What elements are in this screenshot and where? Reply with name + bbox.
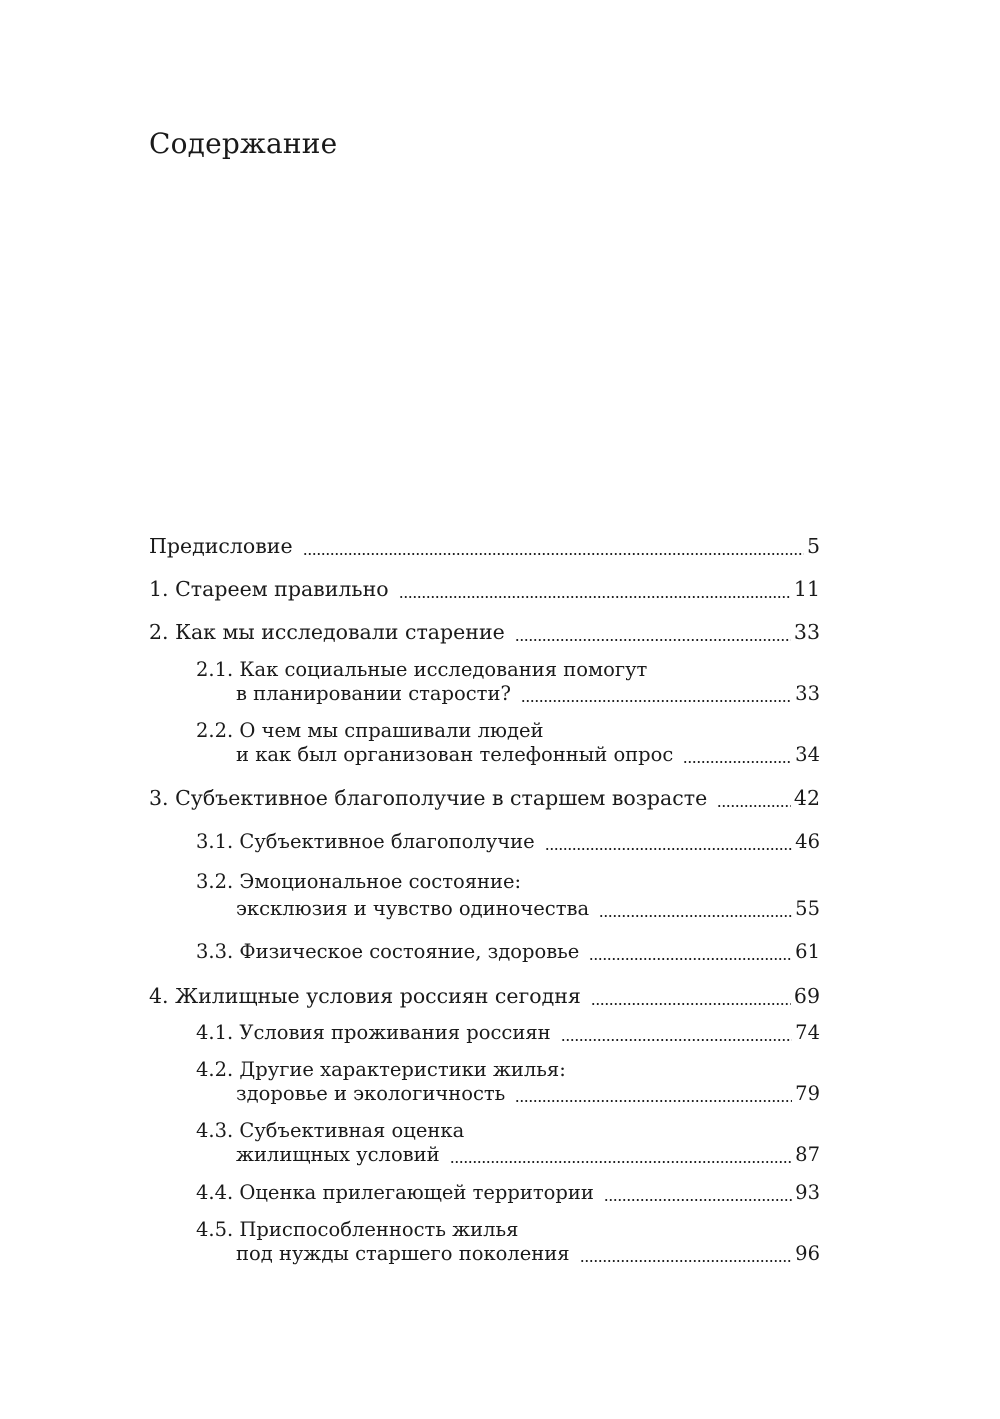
toc-page-number: 34 [795,743,820,766]
toc-page-number: 96 [795,1242,820,1265]
toc-entry-title-continuation: здоровье и экологичность [236,1082,506,1105]
toc-page-number: 87 [795,1143,820,1166]
toc-entry-title: 3.1. Субъективное благополучие [196,830,535,853]
toc-entry-title-continuation: под нужды старшего поколения [236,1242,570,1265]
dot-leader [591,1001,791,1007]
toc-page-number: 93 [795,1181,820,1204]
dot-leader [683,759,792,765]
dot-leader [515,637,791,643]
toc-entry-title: 3.3. Физическое состояние, здоровье [196,940,580,963]
dot-leader [589,956,792,962]
dot-leader [599,913,792,919]
dot-leader [717,803,791,809]
page-title: Содержание [149,127,338,160]
toc-page-number: 5 [806,534,820,558]
dot-leader [580,1258,793,1264]
toc-entry-title: 3. Субъективное благополучие в старшем возрасте [149,786,708,810]
toc-page-number: 46 [795,830,820,853]
toc-entry-title-continuation: жилищных условий [236,1143,440,1166]
dot-leader [561,1037,793,1043]
toc-entry-title: 4.5. Приспособленность жилья [196,1218,519,1241]
toc-page-number: 33 [795,682,820,705]
toc-page-number: 11 [793,577,820,601]
toc-entry-title: 1. Стареем правильно [149,577,389,601]
dot-leader [521,698,792,704]
dot-leader [604,1197,792,1203]
dot-leader [515,1098,792,1104]
toc-entry-title: 4.3. Субъективная оценка [196,1119,465,1142]
toc-page-number: 55 [795,897,820,920]
toc-entry-title-continuation: эксклюзия и чувство одиночества [236,897,590,920]
dot-leader [545,846,793,852]
toc-page-number: 69 [793,984,820,1008]
toc-entry-title: 4.4. Оценка прилегающей территории [196,1181,594,1204]
toc-entry-title-continuation: и как был организован телефонный опрос [236,743,674,766]
toc-entry-title: 2. Как мы исследовали старение [149,620,505,644]
toc-entry-title: 2.1. Как социальные исследования помогут [196,658,648,681]
toc-entry-title: Предисловие [149,534,293,558]
toc-page-number: 79 [795,1082,820,1105]
toc-page-number: 33 [793,620,820,644]
toc-page-number: 42 [793,786,820,810]
toc-entry-title: 3.2. Эмоциональное состояние: [196,870,522,893]
toc-entry-title: 4. Жилищные условия россиян сегодня [149,984,581,1008]
toc-page-number: 61 [795,940,820,963]
toc-entry-title: 4.2. Другие характеристики жилья: [196,1058,566,1081]
toc-entry-title: 2.2. О чем мы спрашивали людей [196,719,544,742]
dot-leader [399,594,791,600]
dot-leader [303,551,804,557]
dot-leader [450,1159,793,1165]
toc-entry-title-continuation: в планировании старости? [236,682,511,705]
toc-entry-title: 4.1. Условия проживания россиян [196,1021,551,1044]
toc-page-number: 74 [795,1021,820,1044]
